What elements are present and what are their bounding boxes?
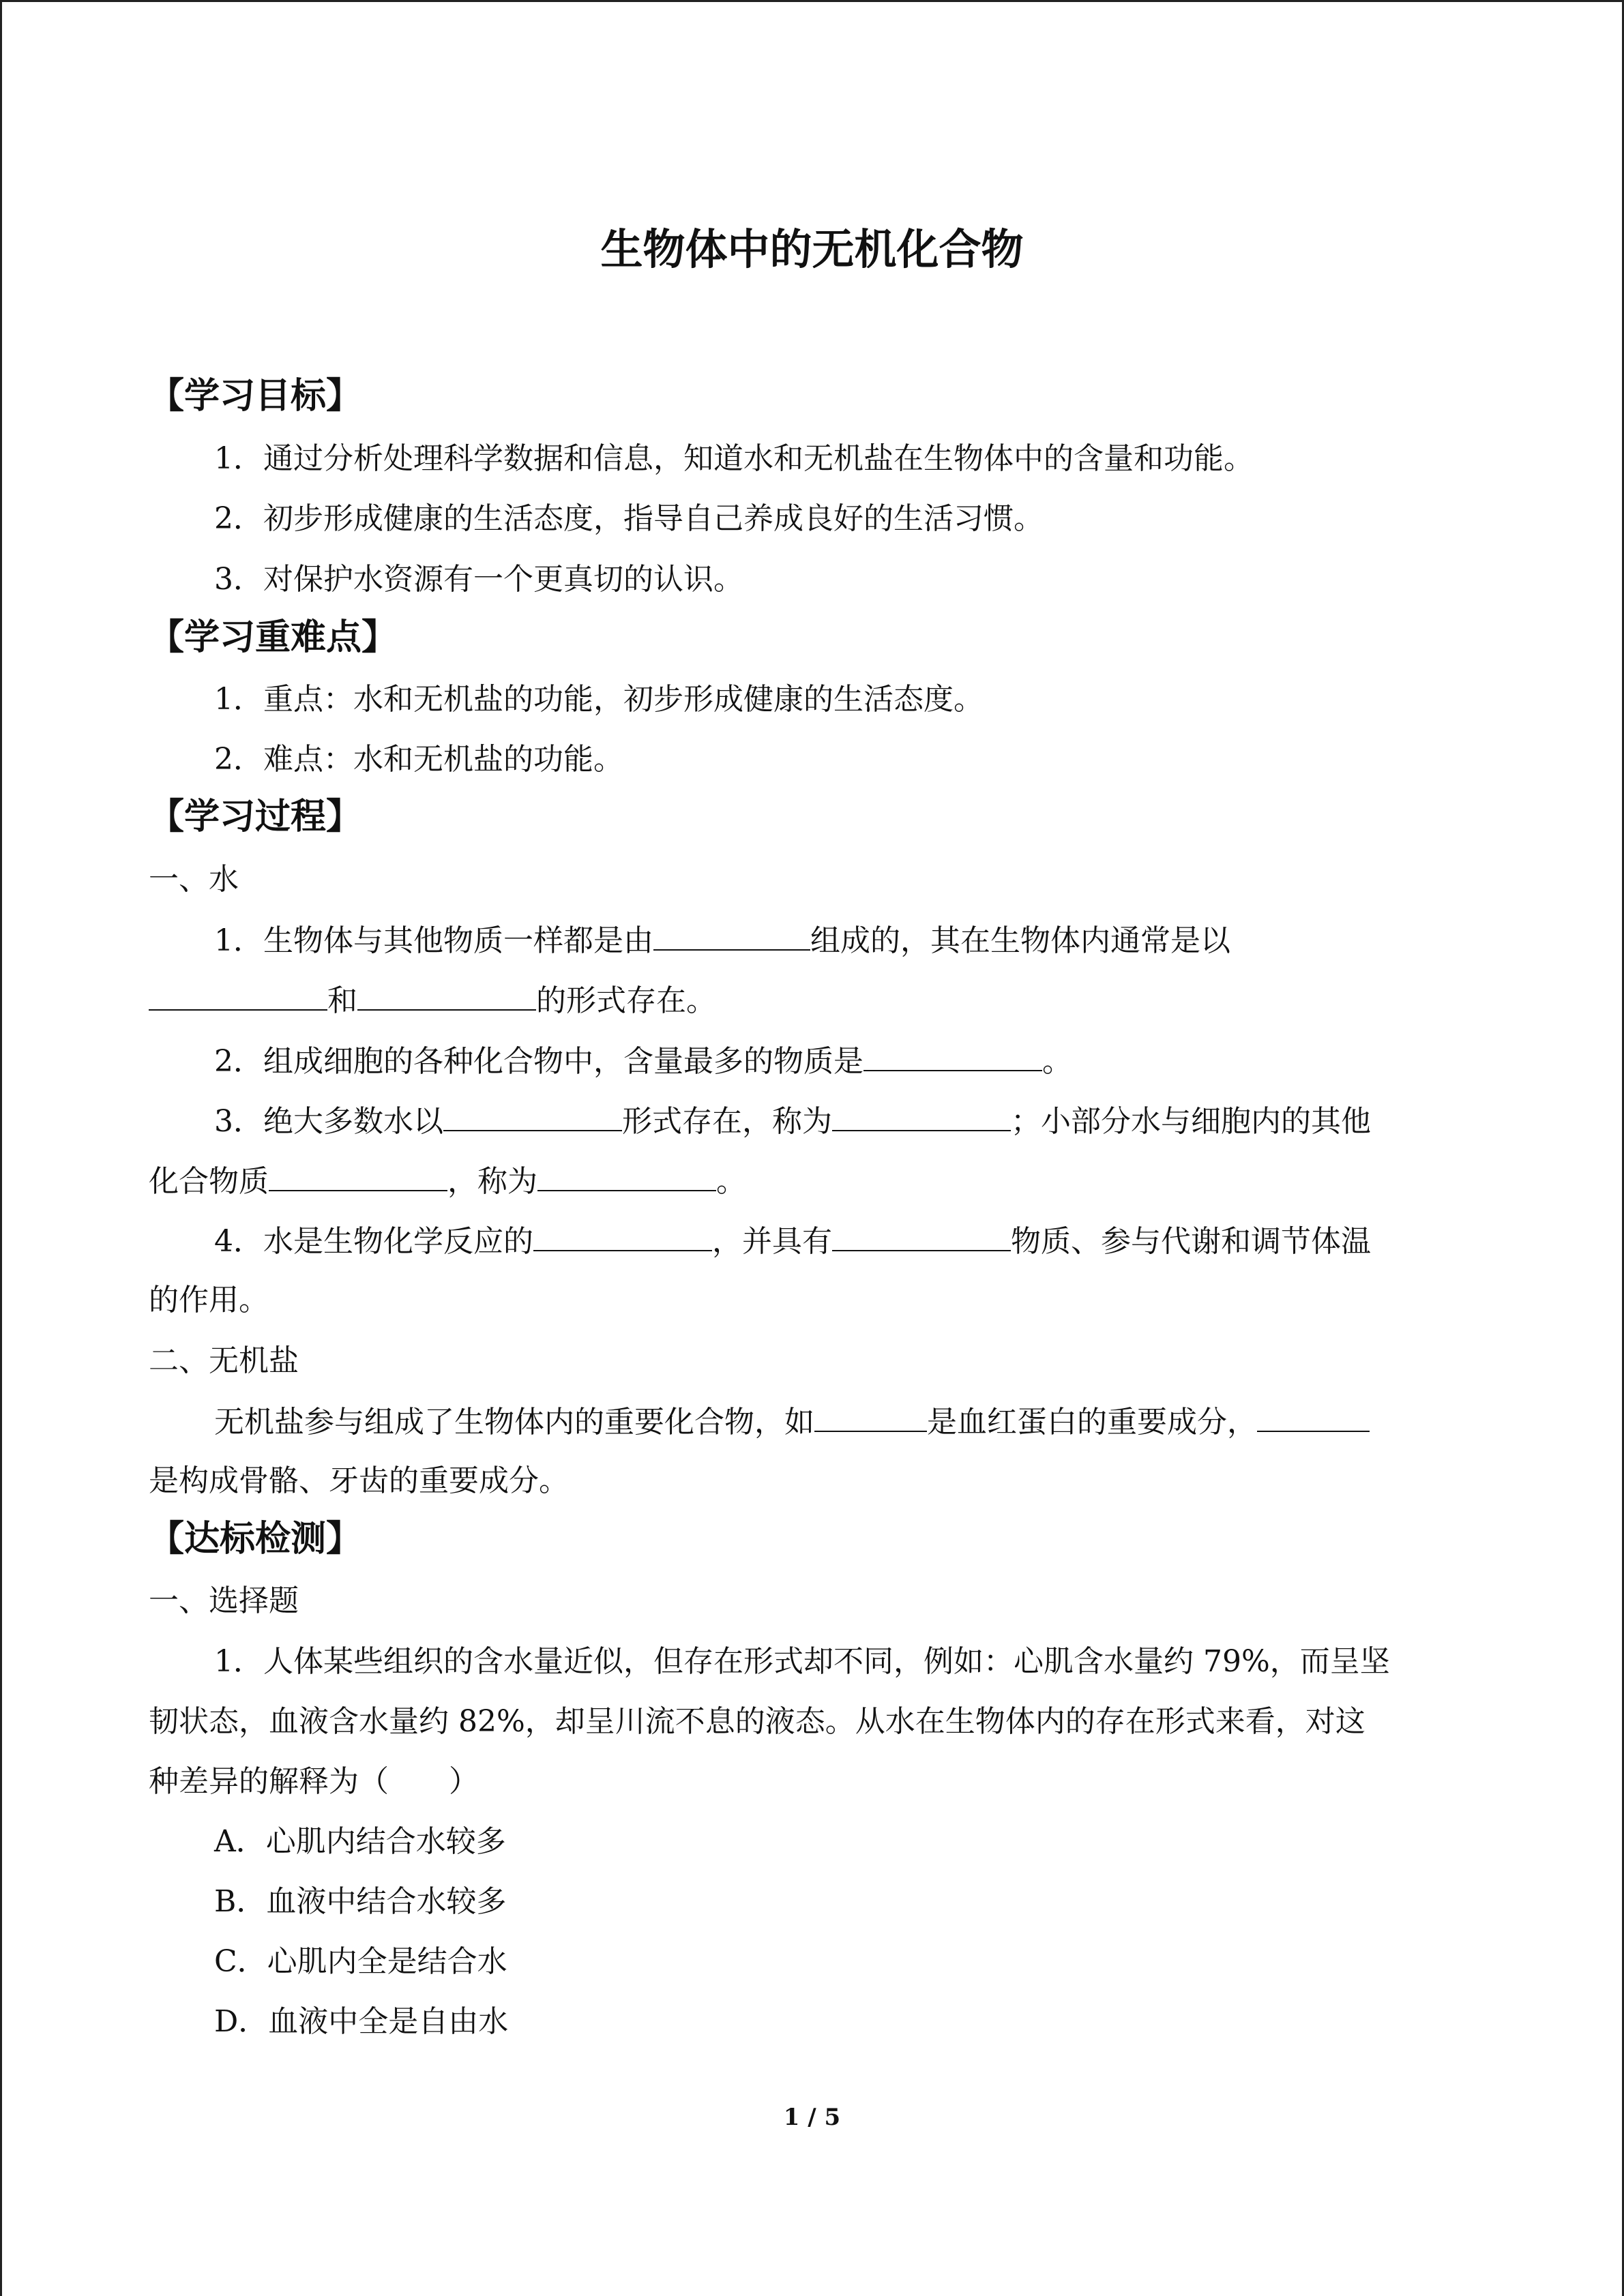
q4-text-c: 物质、参与代谢和调节体温	[1011, 1224, 1371, 1259]
objective-item-3: 3．对保护水资源有一个更真切的认识。	[214, 562, 743, 597]
q3-text-d: 化合物质	[149, 1164, 269, 1199]
objective-item-2: 2．初步形成健康的生活态度，指导自己养成良好的生活习惯。	[214, 501, 1044, 536]
q1-text-c: 和	[327, 983, 357, 1018]
q1-text-b: 组成的，其在生物体内通常是以	[810, 923, 1230, 958]
page-border-top	[0, 0, 1624, 2]
water-question-4-cont: 的作用。	[149, 1283, 269, 1317]
q3-text-c: ；小部分水与细胞内的其他	[1011, 1104, 1371, 1139]
q3-text-e: ，称为	[447, 1164, 537, 1199]
answer-blank[interactable]	[863, 1040, 1042, 1071]
key-points-heading: 【学习重难点】	[149, 617, 398, 658]
q3-text-f: 。	[716, 1164, 746, 1199]
q1-text-d: 的形式存在。	[536, 983, 716, 1018]
q4-text-b: ，并具有	[712, 1224, 832, 1259]
salt-heading: 二、无机盐	[149, 1343, 299, 1378]
answer-blank[interactable]	[653, 919, 810, 951]
q2-text-b: 。	[1042, 1044, 1072, 1079]
page-border-left	[0, 0, 2, 2296]
answer-blank[interactable]	[1257, 1401, 1370, 1432]
answer-blank[interactable]	[149, 979, 327, 1011]
salt-text-a: 无机盐参与组成了生物体内的重要化合物，如	[214, 1405, 814, 1440]
water-heading: 一、水	[149, 862, 239, 897]
option-a: A．心肌内结合水较多	[214, 1824, 506, 1859]
page-title: 生物体中的无机化合物	[600, 224, 1024, 274]
water-question-4	[214, 1220, 1371, 1262]
choice-question-1-line-3: 种差异的解释为（ ）	[149, 1764, 479, 1799]
key-point-item-1: 1．重点：水和无机盐的功能，初步形成健康的生活态度。	[214, 682, 984, 717]
answer-blank[interactable]	[443, 1100, 622, 1131]
water-question-3	[214, 1100, 1371, 1142]
answer-blank[interactable]	[832, 1100, 1011, 1131]
option-c: C．心肌内全是结合水	[214, 1944, 507, 1979]
objective-item-1: 1．通过分析处理科学数据和信息，知道水和无机盐在生物体中的含量和功能。	[214, 441, 1254, 476]
q3-text-b: 形式存在，称为	[622, 1104, 832, 1139]
page-number: 1 / 5	[783, 2104, 841, 2131]
option-d: D．血液中全是自由水	[214, 2004, 509, 2039]
water-question-1-cont	[149, 979, 716, 1022]
choice-heading: 一、选择题	[149, 1583, 299, 1618]
key-point-item-2: 2．难点：水和无机盐的功能。	[214, 742, 623, 777]
q4-text-a: 4．水是生物化学反应的	[214, 1224, 533, 1259]
answer-blank[interactable]	[533, 1220, 712, 1251]
water-question-1	[214, 919, 1230, 961]
q1-text-a: 1．生物体与其他物质一样都是由	[214, 923, 653, 958]
salt-question	[214, 1401, 1370, 1443]
choice-question-1-line-1: 1．人体某些组织的含水量近似，但存在形式却不同，例如：心肌含水量约 79%，而呈坚	[214, 1644, 1390, 1679]
answer-blank[interactable]	[357, 979, 536, 1011]
water-question-3-cont	[149, 1160, 746, 1202]
choice-question-1-line-2: 韧状态，血液含水量约 82%，却呈川流不息的液态。从水在生物体内的存在形式来看，对这	[149, 1704, 1365, 1739]
q2-text-a: 2．组成细胞的各种化合物中，含量最多的物质是	[214, 1044, 863, 1079]
water-question-2	[214, 1040, 1072, 1082]
process-heading: 【学习过程】	[149, 796, 362, 837]
salt-text-b: 是血红蛋白的重要成分，	[927, 1405, 1257, 1440]
test-heading: 【达标检测】	[149, 1519, 362, 1560]
objectives-heading: 【学习目标】	[149, 376, 362, 417]
answer-blank[interactable]	[537, 1160, 716, 1191]
answer-blank[interactable]	[269, 1160, 447, 1191]
q3-text-a: 3．绝大多数水以	[214, 1104, 443, 1139]
salt-question-cont: 是构成骨骼、牙齿的重要成分。	[149, 1463, 569, 1498]
option-b: B．血液中结合水较多	[214, 1884, 507, 1919]
answer-blank[interactable]	[832, 1220, 1011, 1251]
answer-blank[interactable]	[814, 1401, 927, 1432]
